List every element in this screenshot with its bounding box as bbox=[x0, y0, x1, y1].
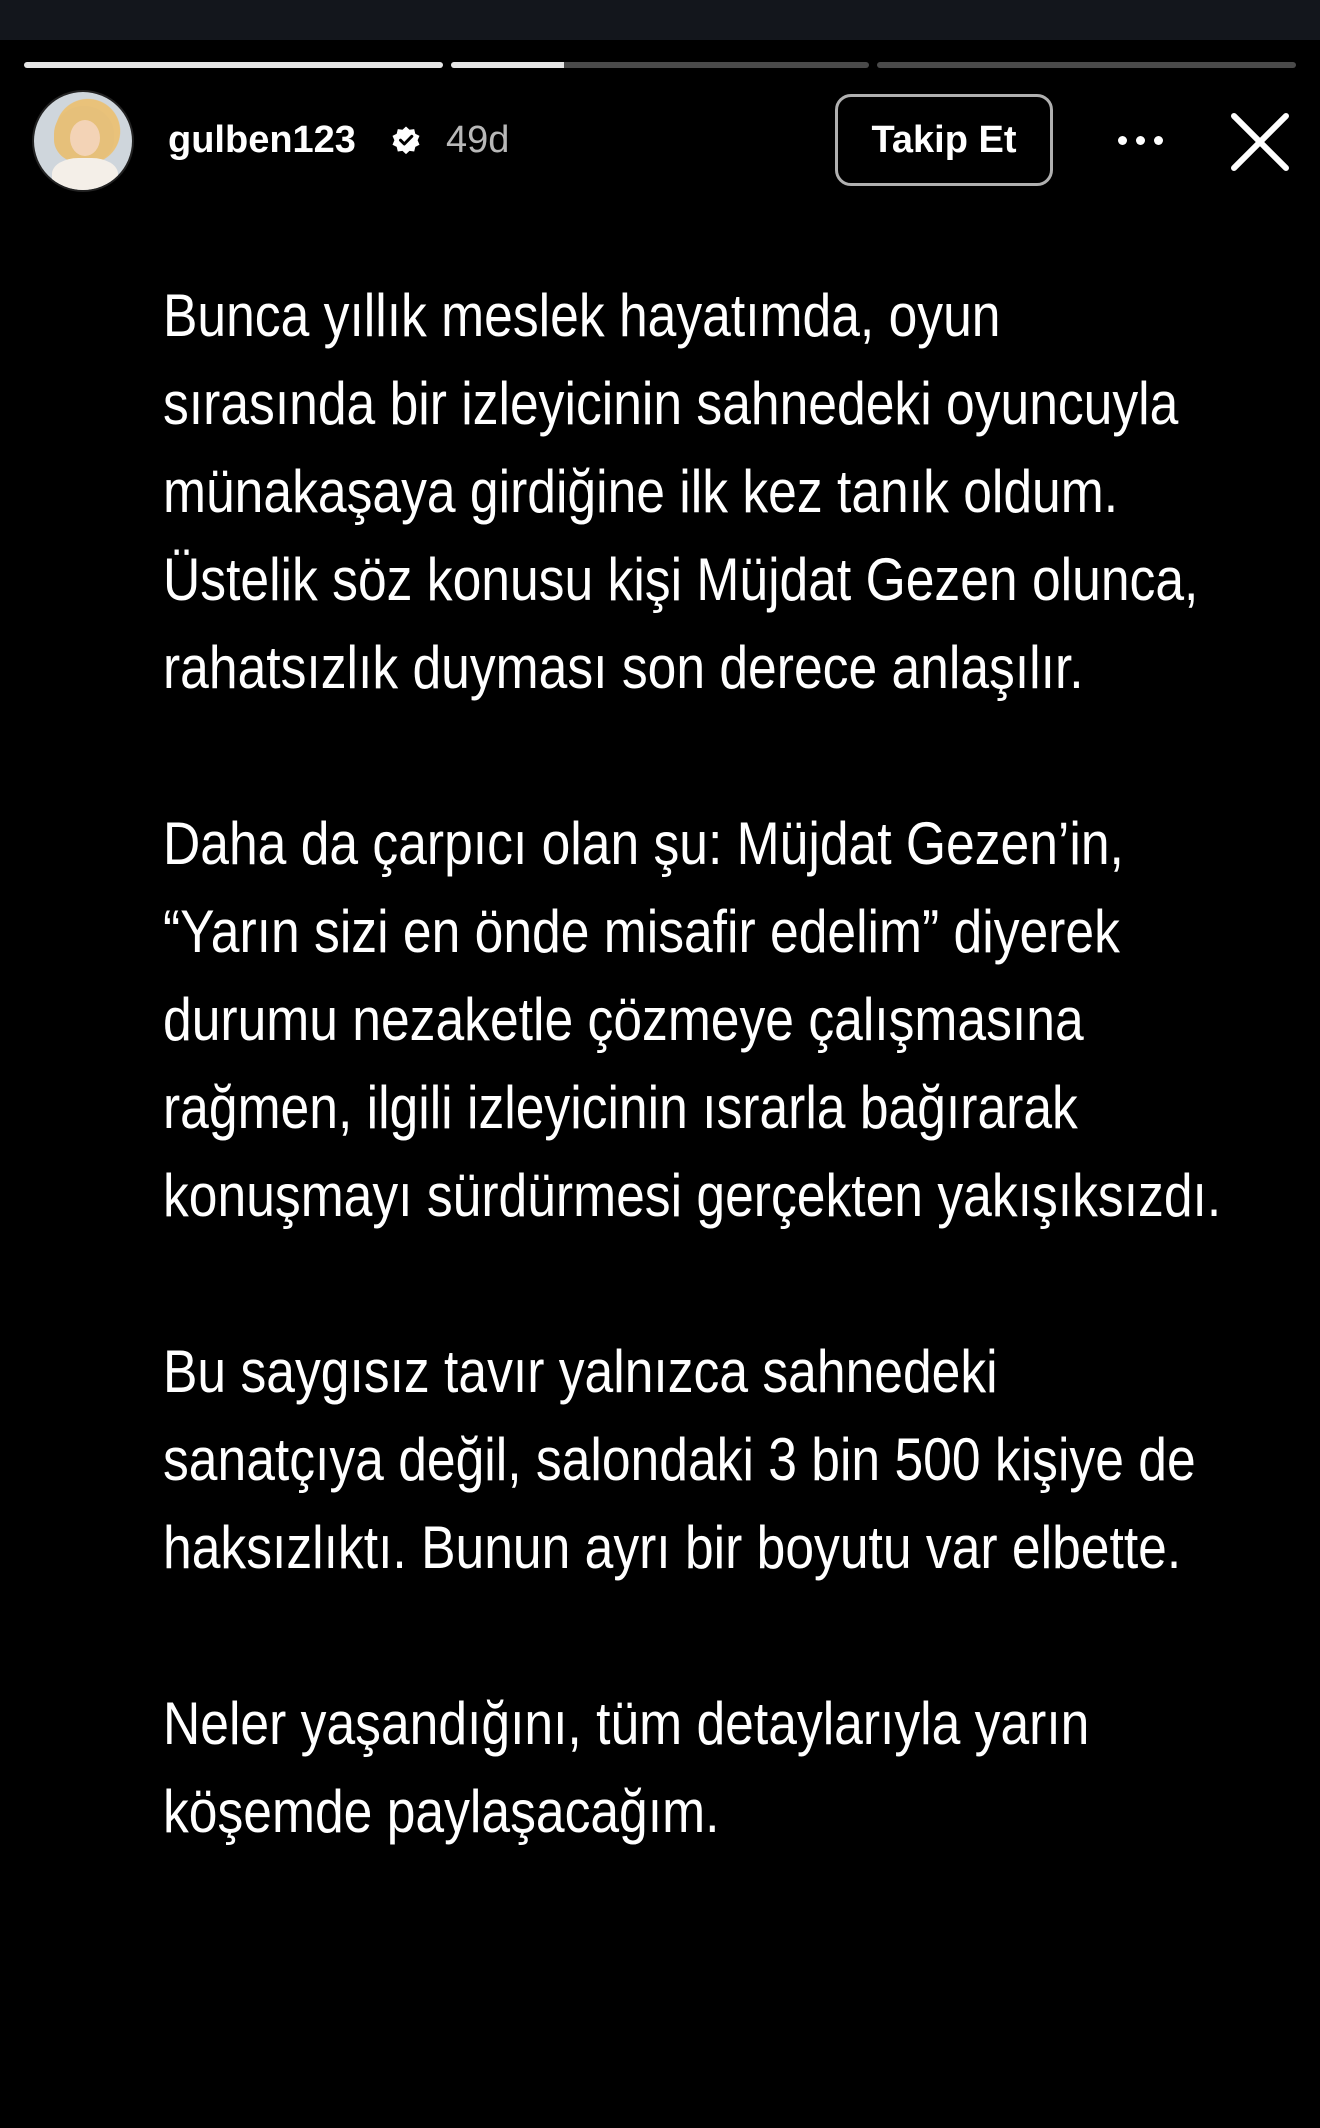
story-progress-bar bbox=[24, 62, 1296, 68]
progress-segment-1 bbox=[24, 62, 443, 68]
more-dot-2 bbox=[1136, 136, 1145, 145]
story-paragraph-3: Bu saygısız tavır yalnızca sahnedeki sanatçıya değil, salondaki 3 bin 500 kişiye de haksızlıktı. Bunun ayrı bir boyutu var elbette. bbox=[163, 1338, 1196, 1581]
progress-fill-2 bbox=[451, 62, 564, 68]
progress-fill-1 bbox=[24, 62, 443, 68]
story-paragraph-2: Daha da çarpıcı olan şu: Müjdat Gezen’in, “Yarın sizi en önde misafir edelim” diyerek durumu nezaketle çözmeye çalışmasına rağmen, ilgili izleyicinin ısrarla bağırarak konuşmayı sürdürmesi gerçekten yakışıksızdı. bbox=[163, 810, 1222, 1229]
follow-button[interactable]: Takip Et bbox=[835, 94, 1053, 186]
avatar-face bbox=[70, 120, 100, 156]
more-dot-1 bbox=[1118, 136, 1127, 145]
avatar-body bbox=[52, 158, 118, 190]
post-time: 49d bbox=[446, 119, 510, 161]
story-paragraph-1: Bunca yıllık meslek hayatımda, oyun sırasında bir izleyicinin sahnedeki oyuncuyla münakaşaya girdiğine ilk kez tanık oldum. Üstelik söz konusu kişi Müjdat Gezen olunca, rahatsızlık duyması son derece anlaşılır. bbox=[163, 282, 1199, 701]
progress-segment-3 bbox=[877, 62, 1296, 68]
story-text-content bbox=[163, 272, 1222, 1856]
progress-segment-2 bbox=[451, 62, 870, 68]
profile-avatar[interactable] bbox=[34, 92, 132, 190]
close-icon[interactable] bbox=[1226, 108, 1294, 176]
verified-badge-icon bbox=[390, 124, 422, 156]
status-bar-area bbox=[0, 0, 1320, 40]
more-options-icon[interactable] bbox=[1108, 118, 1172, 162]
username[interactable]: gulben123 bbox=[168, 119, 356, 161]
story-paragraph-4: Neler yaşandığını, tüm detaylarıyla yarın köşemde paylaşacağım. bbox=[163, 1690, 1090, 1845]
more-dot-3 bbox=[1154, 136, 1163, 145]
